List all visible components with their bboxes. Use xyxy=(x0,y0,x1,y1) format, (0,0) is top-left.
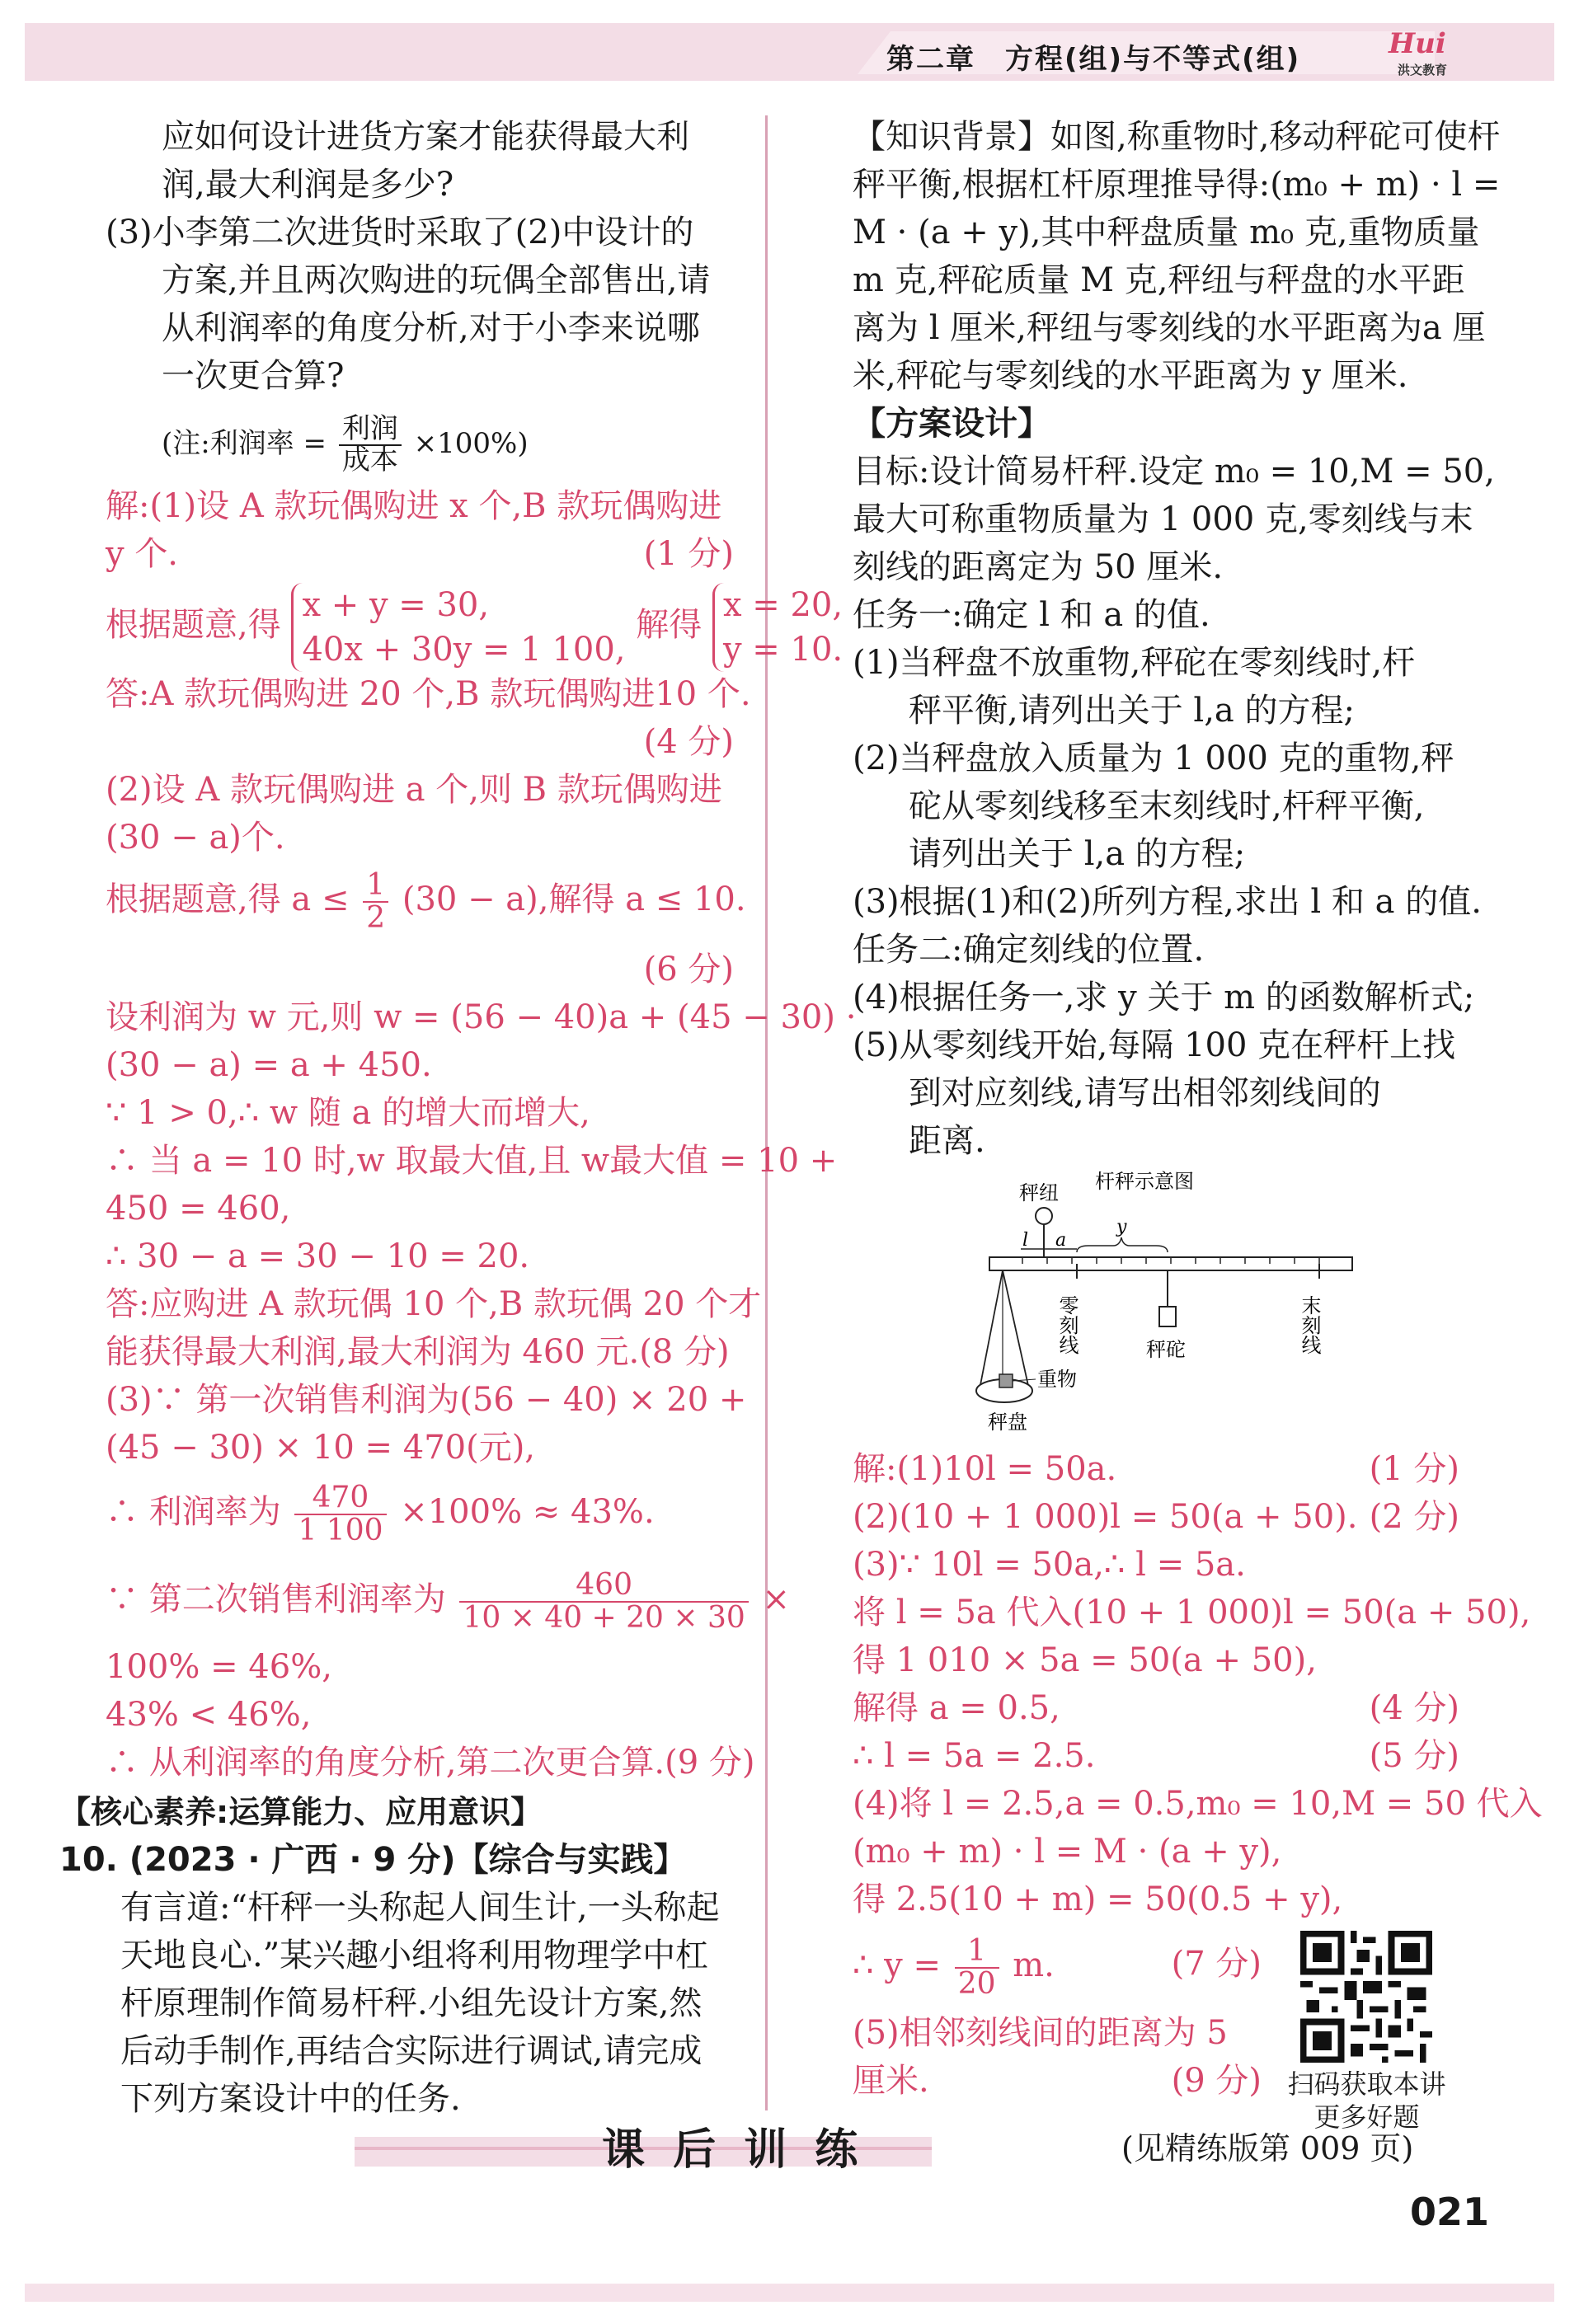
steelyard-figure xyxy=(973,1167,1369,1447)
ans-line-5: 得 1 010 × 5a = 50(a + 50), xyxy=(853,1641,1317,1679)
sol-line-11: ∴ 当 a = 10 时,w 取最大值,且 w最大值 = 10 + xyxy=(106,1142,838,1180)
func-numerator: 1 xyxy=(955,1936,999,1969)
design-tag: 【方案设计】 xyxy=(853,405,1050,443)
bg-text-6: 米,秤砣与零刻线的水平距离为 y 厘米. xyxy=(853,357,1408,395)
ans-score-1: (1 分) xyxy=(1369,1450,1459,1488)
rate2-numerator: 460 xyxy=(459,1570,748,1603)
profit-rate-note xyxy=(162,411,529,477)
ans-line-11 xyxy=(853,1924,1055,2007)
sol-line-19 xyxy=(106,1558,790,1641)
task1-q2-line2: 砣从零刻线移至末刻线时,杆秤平衡, xyxy=(909,787,1425,825)
brand-logo xyxy=(1385,26,1459,77)
sol-line-9: (30 − a) = a + 450. xyxy=(106,1046,432,1084)
rate2-prefix: ∵ 第二次销售利润率为 xyxy=(106,1580,446,1618)
task1-q2-line1: (2)当秤盘放入质量为 1 000 克的重物,秤 xyxy=(853,739,1454,777)
sol-line-2: y 个. xyxy=(106,535,179,573)
func-suffix: m. xyxy=(1013,1946,1055,1984)
ans-score-4: (4 分) xyxy=(1369,1689,1459,1727)
rate2-fraction xyxy=(459,1570,748,1634)
ans-line-2: (2)(10 + 1 000)l = 50(a + 50). xyxy=(853,1498,1358,1536)
ineq-numerator: 1 xyxy=(363,870,388,903)
rate1-denominator: 1 100 xyxy=(298,1514,383,1547)
column-divider xyxy=(765,115,768,2110)
sol-line-4: 答:A 款玩偶购进 20 个,B 款玩偶购进10 个. xyxy=(106,675,751,713)
system-solution xyxy=(712,583,843,672)
ans-line-9: (m₀ + m) · l = M · (a + y), xyxy=(853,1833,1282,1871)
fig-a-label: a xyxy=(1055,1230,1067,1251)
sol-line-7 xyxy=(106,862,746,937)
q3-text-3: 从利润率的角度分析,对于小李来说哪 xyxy=(162,309,700,347)
sol-line-13: ∴ 30 − a = 30 − 10 = 20. xyxy=(106,1237,530,1275)
design-text-1: 目标:设计简易杆秤.设定 m₀ = 10,M = 50, xyxy=(853,453,1495,491)
task2-q5-line3: 距离. xyxy=(909,1122,985,1160)
q10-text-3: 杆原理制作简易杆秤.小组先设计方案,然 xyxy=(120,1984,703,2022)
sol-line-1: 解:(1)设 A 款玩偶购进 x 个,B 款玩偶购进 xyxy=(106,487,722,525)
task1-q1-line1: (1)当秤盘不放重物,秤砣在零刻线时,杆 xyxy=(853,644,1416,682)
bg-text-4: m 克,秤砣质量 M 克,秤纽与秤盘的水平距 xyxy=(853,261,1465,299)
system-prefix: 根据题意,得 xyxy=(106,606,281,644)
func-denominator: 20 xyxy=(957,1967,996,2001)
system-solve-word: 解得 xyxy=(636,606,703,644)
sol-line-21: 43% < 46%, xyxy=(106,1696,312,1734)
q10-text-2: 天地良心.”某兴趣小组将利用物理学中杠 xyxy=(120,1937,709,1974)
sol-line-22: ∴ 从利润率的角度分析,第二次更合算.(9 分) xyxy=(106,1744,755,1782)
fig-y-label: y xyxy=(1116,1217,1127,1237)
sol-line-20: 100% = 46%, xyxy=(106,1648,332,1686)
ineq-denominator: 2 xyxy=(366,901,386,935)
qr-caption-line2: 更多好题 xyxy=(1313,2101,1420,2133)
page-number: 021 xyxy=(1410,2190,1490,2234)
note-suffix: ×100%) xyxy=(413,427,529,460)
sol-line-18 xyxy=(106,1472,655,1552)
fig-weight-label: 秤砣 xyxy=(1146,1338,1186,1361)
sol-line-10: ∵ 1 > 0,∴ w 随 a 的增大而增大, xyxy=(106,1094,590,1132)
q10-number: 10. (2023 · 广西 · 9 分)【综合与实践】 xyxy=(59,1841,687,1879)
bg-text-2: 秤平衡,根据杠杆原理推导得:(m₀ + m) · l = xyxy=(853,166,1501,204)
task1-title: 任务一:确定 l 和 a 的值. xyxy=(853,596,1210,634)
ineq-fraction xyxy=(363,870,388,934)
func-prefix: ∴ y = xyxy=(853,1946,941,1984)
ans-score-9: (9 分) xyxy=(1171,2062,1262,2100)
fig-end-label: 末刻线 xyxy=(1298,1295,1321,1354)
qr-code-icon xyxy=(1300,1931,1432,2063)
fig-knob-label: 秤纽 xyxy=(1019,1181,1059,1204)
ans-line-6: 解得 a = 0.5, xyxy=(853,1689,1060,1727)
brand-name: 洪文教育 xyxy=(1397,63,1447,77)
system-eq-1: x + y = 30, xyxy=(302,586,490,624)
q10-text-5: 下列方案设计中的任务. xyxy=(120,2080,461,2118)
ans-line-13: 厘米. xyxy=(853,2062,929,2100)
logo-mark-icon xyxy=(1385,26,1459,59)
task1-q2-line3: 请列出关于 l,a 的方程; xyxy=(909,835,1246,873)
ans-score-7: (7 分) xyxy=(1171,1945,1262,1983)
sol-line-8: 设利润为 w 元,则 w = (56 − 40)a + (45 − 30) · xyxy=(106,998,857,1036)
q10-heading xyxy=(59,1837,687,1883)
ans-line-12: (5)相邻刻线间的距离为 5 xyxy=(853,2014,1228,2052)
rate1-fraction xyxy=(294,1482,386,1547)
bg-text-5: 离为 l 厘米,秤纽与零刻线的水平距离为a 厘 xyxy=(853,309,1486,347)
ans-line-8: (4)将 l = 2.5,a = 0.5,m₀ = 10,M = 50 代入 xyxy=(853,1785,1543,1823)
sol-line-14: 答:应购进 A 款玩偶 10 个,B 款玩偶 20 个才 xyxy=(106,1285,762,1323)
task1-q1-line2: 秤平衡,请列出关于 l,a 的方程; xyxy=(909,692,1355,730)
note-fraction xyxy=(339,412,402,477)
design-text-2: 最大可称重物质量为 1 000 克,零刻线与末 xyxy=(853,500,1473,538)
task2-q5-line2: 到对应刻线,请写出相邻刻线间的 xyxy=(909,1074,1381,1112)
design-text-3: 刻线的距离定为 50 厘米. xyxy=(853,548,1224,586)
system-equations xyxy=(291,583,625,672)
footer-band xyxy=(25,2284,1554,2302)
q10-text-4: 后动手制作,再结合实际进行调试,请完成 xyxy=(120,2032,703,2070)
rate1-numerator: 470 xyxy=(294,1482,386,1515)
system-sol-1: x = 20, xyxy=(722,586,844,624)
note-denominator: 成本 xyxy=(341,444,398,477)
bg-text-1: 【知识背景】如图,称重物时,移动秤砣可使杆 xyxy=(853,118,1501,156)
fig-l-label: l xyxy=(1022,1230,1029,1251)
system-sol-2: y = 10. xyxy=(722,631,844,669)
chapter-title: 第二章 方程(组)与不等式(组) xyxy=(886,43,1301,76)
ans-line-3: (3)∵ 10l = 50a,∴ l = 5a. xyxy=(853,1546,1246,1584)
task2-q4: (4)根据任务一,求 y 关于 m 的函数解析式; xyxy=(853,979,1475,1016)
fig-zero-label: 零刻线 xyxy=(1055,1295,1079,1354)
q3-text-1: (3)小李第二次进货时采取了(2)中设计的 xyxy=(106,214,694,251)
ans-line-7: ∴ l = 5a = 2.5. xyxy=(853,1737,1096,1775)
q3-text-2: 方案,并且两次购进的玩偶全部售出,请 xyxy=(162,261,711,299)
task2-title: 任务二:确定刻线的位置. xyxy=(853,931,1205,969)
task1-q3: (3)根据(1)和(2)所列方程,求出 l 和 a 的值. xyxy=(853,883,1482,921)
ans-score-5: (5 分) xyxy=(1369,1737,1459,1775)
sol-line-17: (45 − 30) × 10 = 470(元), xyxy=(106,1429,536,1467)
fig-pan-label: 秤盘 xyxy=(988,1411,1027,1434)
rate1-suffix: ×100% ≈ 43%. xyxy=(400,1493,655,1531)
sol-line-6: (30 − a)个. xyxy=(106,819,285,857)
qr-code[interactable] xyxy=(1300,1931,1432,2063)
footer-reference: (见精练版第 009 页) xyxy=(1121,2130,1414,2167)
ineq-prefix: 根据题意,得 a ≤ xyxy=(106,880,350,918)
note-prefix: (注:利润率 = xyxy=(162,427,327,460)
ineq-suffix: (30 − a),解得 a ≤ 10. xyxy=(402,880,746,918)
ans-score-2: (2 分) xyxy=(1369,1498,1459,1536)
q2-text-2: 润,最大利润是多少? xyxy=(162,166,454,204)
ans-line-10: 得 2.5(10 + m) = 50(0.5 + y), xyxy=(853,1880,1343,1918)
ans-line-1: 解:(1)10l = 50a. xyxy=(853,1450,1117,1488)
fig-object-label: 重物 xyxy=(1037,1368,1077,1391)
rate1-prefix: ∴ 利润率为 xyxy=(106,1493,281,1531)
rate2-suffix: × xyxy=(762,1580,791,1618)
sol-score-6: (6 分) xyxy=(643,951,734,988)
bg-text-3: M · (a + y),其中秤盘质量 m₀ 克,重物质量 xyxy=(853,214,1480,251)
after-class-title: 课 后 训 练 xyxy=(602,2124,865,2175)
func-fraction xyxy=(955,1936,999,2000)
svg-text:Hui: Hui xyxy=(1389,27,1446,59)
sol-score-4: (4 分) xyxy=(643,723,734,761)
rate2-denominator: 10 × 40 + 20 × 30 xyxy=(463,1601,745,1635)
steelyard-diagram xyxy=(973,1167,1369,1447)
sol-system xyxy=(106,575,843,674)
q2-text-1: 应如何设计进货方案才能获得最大利 xyxy=(162,118,689,156)
qr-caption-line1: 扫码获取本讲 xyxy=(1287,2068,1446,2100)
ans-line-4: 将 l = 5a 代入(10 + 1 000)l = 50(a + 50), xyxy=(853,1594,1531,1631)
sol-line-12: 450 = 460, xyxy=(106,1190,291,1228)
q3-text-4: 一次更合算? xyxy=(162,357,345,395)
note-numerator: 利润 xyxy=(339,415,402,446)
sol-line-15: 能获得最大利润,最大利润为 460 元.(8 分) xyxy=(106,1333,730,1371)
q10-text-1: 有言道:“杆秤一头称起人间生计,一头称起 xyxy=(120,1889,720,1927)
task2-q5-line1: (5)从零刻线开始,每隔 100 克在秤杆上找 xyxy=(853,1026,1456,1064)
sol-line-5: (2)设 A 款玩偶购进 a 个,则 B 款玩偶购进 xyxy=(106,771,722,809)
core-literacy-tag: 【核心素养:运算能力、应用意识】 xyxy=(59,1794,543,1830)
system-eq-2: 40x + 30y = 1 100, xyxy=(302,631,626,669)
fig-title: 杆秤示意图 xyxy=(1095,1170,1194,1193)
sol-line-16: (3)∵ 第一次销售利润为(56 − 40) × 20 + xyxy=(106,1381,747,1419)
sol-score-1: (1 分) xyxy=(643,535,734,573)
